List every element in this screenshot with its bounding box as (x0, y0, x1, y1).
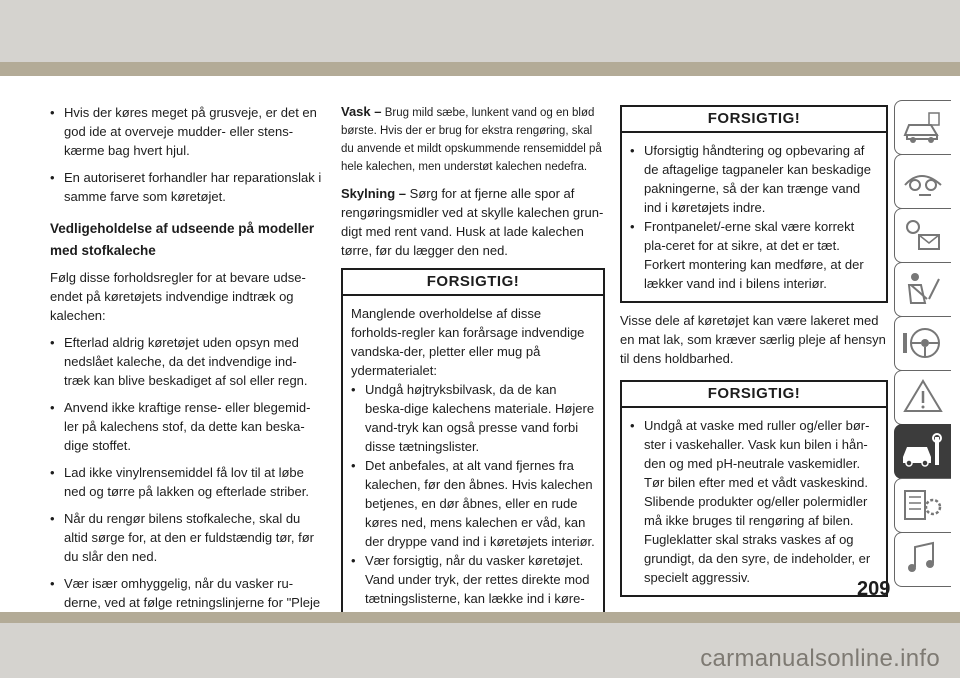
intro-paragraph: Følg disse forholdsregler for at bevare udse-endet på køretøjets indvendige indtræk og kalechen: (50, 270, 306, 323)
caution-box (620, 105, 888, 303)
tab-steering-wheel[interactable] (894, 316, 951, 371)
vask-text: Brug mild sæbe, lunkent vand og en blød børste. Hvis der er brug for ekstra rengøring, skal du anvende et mildt opskummende rensemiddel på hele kalechen, men understøt kalechen nedefra. (341, 107, 602, 173)
vask-label: Vask – (341, 104, 382, 119)
car-info-icon (901, 107, 945, 147)
tab-car-wrench[interactable] (894, 424, 951, 479)
list-item: • Det anbefales, at alt vand fjernes fra kalechen, før den åbnes. Hvis kalechen betjenes, en dør åbnes, eller en rude køres ned, mens kalechen er våd, kan der dryppe vand ind i køretøjets interiør. (351, 456, 595, 551)
column-2 (341, 103, 605, 645)
warning-triangle-icon (901, 377, 945, 417)
list-item: • Uforsigtig håndtering og opbevaring af de aftagelige tagpaneler kan beskadige pakningerne, så der kan trænge vand ind i køretøjets indre. (630, 141, 878, 217)
skylning-label: Skylning – (341, 186, 407, 201)
section-heading: Vedligeholdelse af udseende på modeller med stofkaleche (50, 221, 315, 258)
list-item: • Vær især omhyggelig, når du vasker ru-derne, ved at følge retningslinjerne for "Pleje (50, 574, 322, 631)
bottom-band-accent (0, 612, 960, 623)
list-item: • Undgå at vaske med ruller og/eller bør-ster i vaskehaller. Vask kun bilen i hån-den og med pH-neutrale vaskemidler. Tør bilen efter med et vådt vaskeskind. Slibende produkter og/eller polermidler må ikke bruges til rengøring af bilen. Fugleklatter skal straks vaskes af og grundigt, da den syre, de indeholder, er specielt aggressiv. (630, 416, 878, 587)
airbag-seatbelt-icon (901, 269, 945, 309)
multimedia-music-icon (901, 539, 945, 579)
matte-paint-paragraph: Visse dele af køretøjet kan være lakeret med en mat lak, som kræver særlig pleje af hensyn til dens holdbarhed. (620, 313, 886, 366)
caution-title: FORSIGTIG! (622, 382, 886, 408)
skylning-text: Sørg for at fjerne alle spor af rengøringsmidler ved at skylle kalechen grun-digt med rent vand. Husk at lade kalechen tørre, før du lægger den ned. (341, 186, 604, 258)
tab-warning-mail[interactable] (894, 208, 951, 263)
car-wrench-icon (901, 431, 945, 471)
top-band (0, 0, 960, 62)
caution-box (341, 268, 605, 637)
tab-specs-gear[interactable] (894, 478, 951, 533)
tab-warning-triangle[interactable] (894, 370, 951, 425)
caution-body (622, 133, 886, 301)
list-item: • Hvis der køres meget på grusveje, er det en god ide at overveje mudder- eller stens-kærme bag hvert hjul. (50, 103, 322, 160)
column-1 (50, 103, 322, 639)
specs-gear-icon (901, 485, 945, 525)
warning-mail-icon (901, 215, 945, 255)
vask-paragraph (341, 103, 605, 176)
steering-wheel-icon (901, 323, 945, 363)
list-item: • Frontpanelet/-erne skal være korrekt pla-ceret for at sikre, at det er tæt. Forkert montering kan medføre, at der lækker vand ind i bilens interiør. (630, 217, 878, 293)
tab-airbag-seatbelt[interactable] (894, 262, 951, 317)
list-item: • Vær forsigtig, når du vasker køretøjet. Vand under tryk, der rettes direkte mod tætningslisterne, kan lække ind i køre- (351, 551, 595, 627)
list-item: • Anvend ikke kraftige rense- eller blegemid-ler på kalechens stof, da dette kan beska-dige stoffet. (50, 398, 322, 455)
column-3 (620, 105, 891, 605)
top-band-accent (0, 62, 960, 76)
list-item: • Undgå højtryksbilvask, da de kan beska-dige kalechens materiale. Højere vand-tryk kan også presse vand forbi disse tætningslister. (351, 380, 595, 456)
caution-box (620, 380, 888, 597)
skylning-paragraph (341, 184, 605, 260)
list-item: • Efterlad aldrig køretøjet uden opsyn med nedslået kaleche, da det indvendige ind-træk kan blive beskadiget af sol eller regn. (50, 333, 322, 390)
caution-body (622, 408, 886, 595)
list-item: • En autoriseret forhandler har reparationslak i samme farve som køretøjet. (50, 168, 322, 206)
caution-title: FORSIGTIG! (343, 270, 603, 296)
list-item: • Når du rengør bilens stofkaleche, skal du altid sørge for, at den er fuldstændig tør, før du slår den ned. (50, 509, 322, 566)
caution-body (343, 296, 603, 635)
caution-title: FORSIGTIG! (622, 107, 886, 133)
caution-intro: Manglende overholdelse af disse forholds-regler kan forårsage indvendige vandska-der, pletter eller mug på ydermaterialet: (351, 306, 585, 378)
page-number: 209 (857, 578, 891, 600)
dashboard-key-icon (901, 161, 945, 201)
tab-car-info[interactable] (894, 100, 951, 155)
list-item: • Lad ikke vinylrensemiddel få lov til at løbe ned og tørre på lakken og efterlade striber. (50, 463, 322, 501)
tab-dashboard-key[interactable] (894, 154, 951, 209)
tab-multimedia-music[interactable] (894, 532, 951, 587)
watermark: carmanualsonline.info (700, 645, 940, 672)
